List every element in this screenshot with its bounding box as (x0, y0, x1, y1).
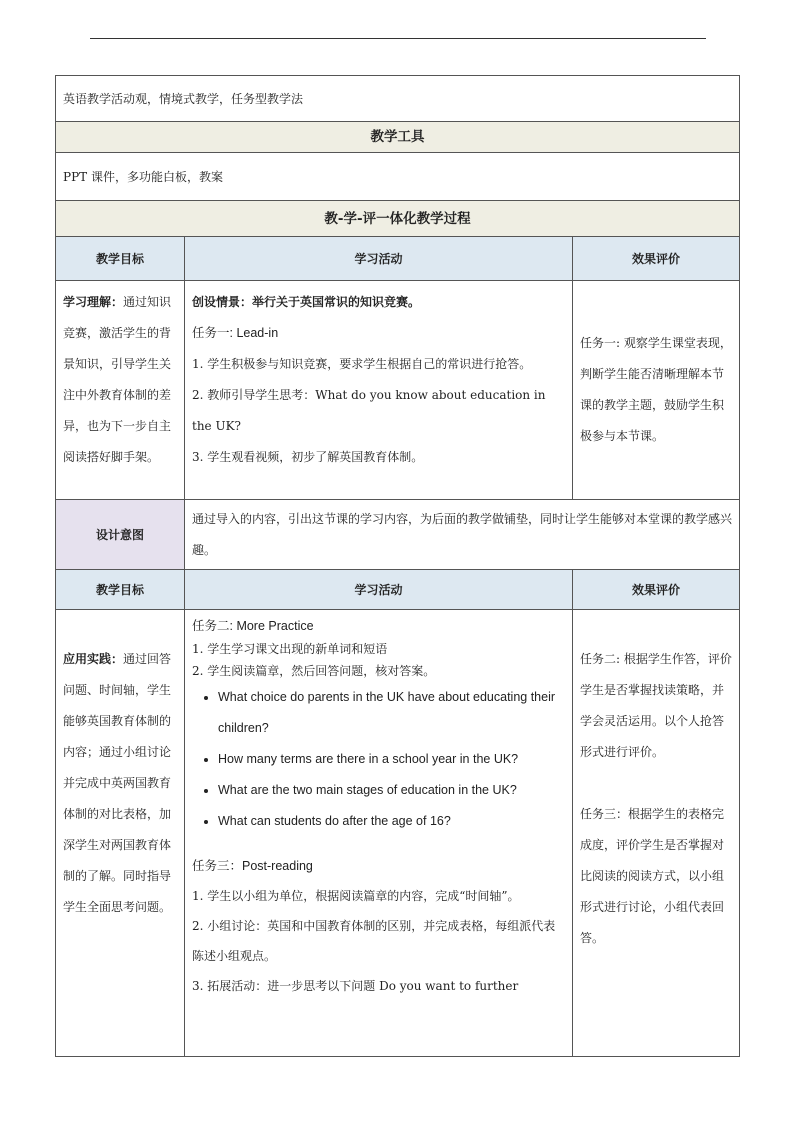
goal-text: 通过知识竞赛，激活学生的背景知识，引导学生关注中外教育体制的差异，也为下一步自主阅读搭好脚手架。 (63, 295, 172, 464)
design-intent-label: 设计意图 (56, 500, 185, 570)
task3-item-2: 2. 小组讨论：英国和中国教育体制的区别，并完成表格，每组派代表陈述小组观点。 (192, 919, 556, 963)
goal-label: 应用实践： (63, 652, 124, 666)
lesson-plan-table (55, 75, 740, 1057)
task2-item-2: 2. 学生阅读篇章，然后回答问题，核对答案。 (192, 664, 436, 678)
activity-header: 学习活动 (185, 570, 573, 610)
spacer (580, 768, 732, 799)
task2-item-1: 1. 学生学习课文出现的新单词和短语 (192, 642, 388, 656)
spacer (192, 837, 565, 851)
block1-row (56, 281, 740, 500)
task1-item-3: 3. 学生观看视频，初步了解英国教育体制。 (192, 450, 424, 464)
block2-eval (573, 610, 740, 1057)
task1-item-1: 1. 学生积极参与知识竞赛，要求学生根据自己的常识进行抢答。 (192, 357, 532, 371)
task3-item-3: 3. 拓展活动：进一步思考以下问题 Do you want to further (192, 979, 519, 993)
question-list (192, 682, 565, 837)
column-header-row (56, 237, 740, 281)
task2-title: 任务二: More Practice (192, 619, 314, 633)
tools-heading: 教学工具 (56, 122, 740, 153)
question-item: • What are the two main stages of education in the UK? (218, 775, 565, 806)
goal-header: 教学目标 (56, 237, 185, 281)
teaching-methods: 英语教学活动观，情境式教学，任务型教学法 (56, 76, 740, 122)
methods-row (56, 76, 740, 122)
block1-activity (185, 281, 573, 500)
block2-row (56, 610, 740, 1057)
question-item: • What can students do after the age of 16? (218, 806, 565, 837)
task2-eval: 任务二: 根据学生作答，评价学生是否掌握找读策略，并学会灵活运用。以个人抢答形式进行评价。 (580, 652, 732, 759)
activity-header: 学习活动 (185, 237, 573, 281)
block1-goal (56, 281, 185, 500)
question-item: • What choice do parents in the UK have about educating their children? (218, 682, 565, 744)
header-rule (90, 38, 706, 39)
block2-activity (185, 610, 573, 1057)
task1-item-2: 2. 教师引导学生思考：What do you know about education in the UK? (192, 388, 546, 433)
goal-header: 教学目标 (56, 570, 185, 610)
block2-goal (56, 610, 185, 1057)
scenario-text: 创设情景：举行关于英国常识的知识竞赛。 (192, 295, 421, 309)
task1-title: 任务一: Lead-in (192, 326, 279, 340)
teaching-tools: PPT 课件，多功能白板，教案 (56, 153, 740, 201)
tools-heading-row (56, 122, 740, 153)
block1-eval: 任务一: 观察学生课堂表现，判断学生能否清晰理解本节课的教学主题，鼓励学生积极参与本节课。 (573, 281, 740, 500)
process-heading-row (56, 201, 740, 237)
design-intent-row (56, 500, 740, 570)
tools-row (56, 153, 740, 201)
process-heading: 教-学-评一体化教学过程 (56, 201, 740, 237)
eval-header: 效果评价 (573, 570, 740, 610)
question-item: • How many terms are there in a school year in the UK? (218, 744, 565, 775)
task3-title: 任务三：Post-reading (192, 859, 313, 873)
goal-text: 通过回答问题、时间轴，学生能够英国教育体制的内容；通过小组讨论并完成中英两国教育体制的对比表格，加深学生对两国教育体制的了解。同时指导学生全面思考问题。 (63, 652, 172, 914)
design-intent-text: 通过导入的内容，引出这节课的学习内容，为后面的教学做铺垫，同时让学生能够对本堂课的教学感兴趣。 (185, 500, 740, 570)
goal-label: 学习理解： (63, 295, 124, 309)
eval-header: 效果评价 (573, 237, 740, 281)
column-header-row-2 (56, 570, 740, 610)
task3-eval: 任务三：根据学生的表格完成度，评价学生是否掌握对比阅读的阅读方式，以小组形式进行讨论，小组代表回答。 (580, 807, 725, 945)
task3-item-1: 1. 学生以小组为单位，根据阅读篇章的内容，完成“时间轴”。 (192, 889, 520, 903)
